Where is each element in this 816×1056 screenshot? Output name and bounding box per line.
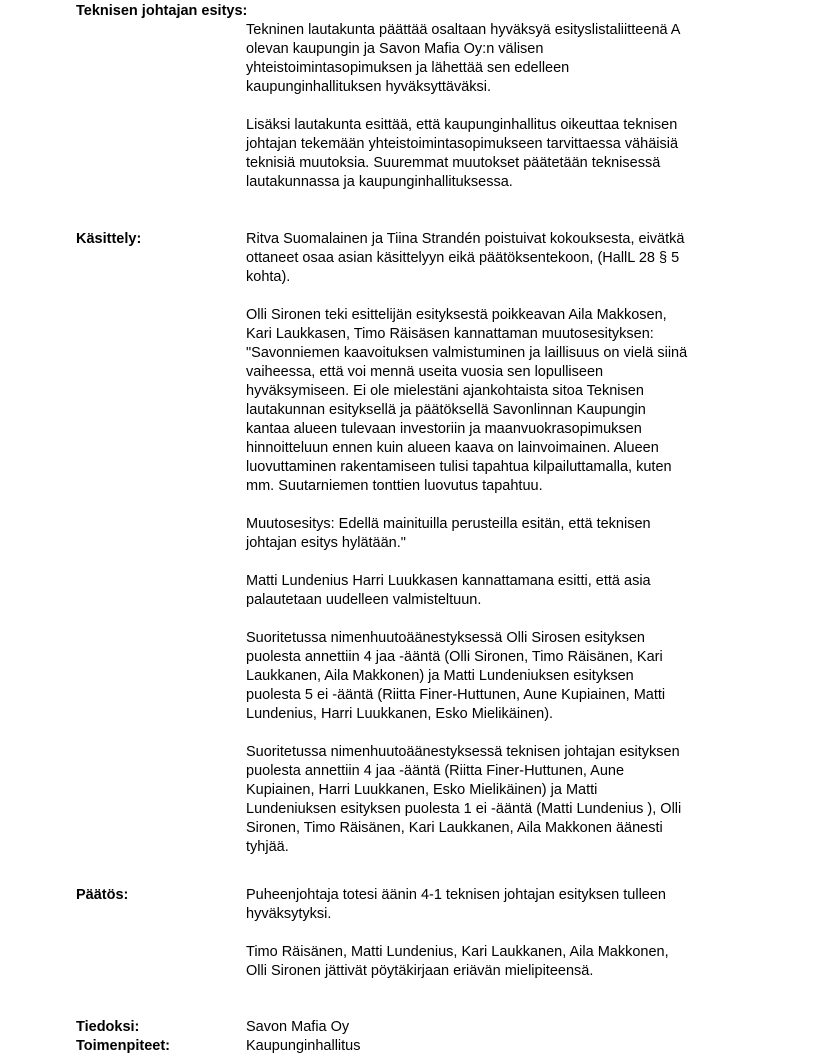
decision-paragraph-1: Puheenjohtaja totesi äänin 4-1 teknisen johtajan esityksen tulleen hyväksytyksi. bbox=[246, 887, 666, 922]
actions-value: Kaupunginhallitus bbox=[246, 1038, 361, 1054]
proposal-paragraph-2: Lisäksi lautakunta esittää, että kaupunginhallitus oikeuttaa teknisen johtajan tekemään yhteistoimintasopimukseen tarvittaessa vähäisiä teknisiä muutoksia. Suuremmat muutokset päätetään teknisessä lautakunnassa ja kaupunginhallituksessa. bbox=[246, 117, 679, 190]
handling-body bbox=[246, 230, 746, 857]
decision-paragraph-2: Timo Räisänen, Matti Lundenius, Kari Laukkanen, Aila Makkonen, Olli Sironen jättivät pöytäkirjaan eriävän mielipiteensä. bbox=[246, 944, 669, 979]
info-value: Savon Mafia Oy bbox=[246, 1019, 350, 1035]
decision-body bbox=[246, 886, 746, 981]
info-label: Tiedoksi: bbox=[76, 1019, 140, 1035]
handling-paragraph-3: Muutosesitys: Edellä mainituilla perusteilla esitän, että teknisen johtajan esitys hylätään." bbox=[246, 516, 651, 551]
proposal-label: Teknisen johtajan esitys: bbox=[76, 3, 248, 19]
decision-label: Päätös: bbox=[76, 887, 129, 903]
handling-label: Käsittely: bbox=[76, 231, 142, 247]
handling-paragraph-4: Matti Lundenius Harri Luukkasen kannattamana esitti, että asia palautetaan uudelleen valmisteltuun. bbox=[246, 573, 651, 608]
actions-label: Toimenpiteet: bbox=[76, 1038, 170, 1054]
proposal-paragraph-1: Tekninen lautakunta päättää osaltaan hyväksyä esityslistaliitteenä A olevan kaupungin ja Savon Mafia Oy:n välisen yhteistoimintasopimuksen ja lähettää sen edelleen kaupunginhallituksen hyväksyttäväksi. bbox=[246, 22, 681, 95]
handling-paragraph-6: Suoritetussa nimenhuutoäänestyksessä teknisen johtajan esityksen puolesta annettiin 4 jaa -ääntä (Riitta Finer-Huttunen, Aune Kupiainen, Harri Luukkanen, Esko Mielikäinen) ja Matti Lundeniuksen esityksen puolesta 1 ei -ääntä (Matti Lundenius ), Olli Sironen, Timo Räisänen, Kari Laukkanen, Aila Makkonen äänesti tyhjää. bbox=[246, 744, 682, 855]
proposal-body bbox=[246, 21, 746, 192]
handling-paragraph-2: Olli Sironen teki esittelijän esityksestä poikkeavan Aila Makkosen, Kari Laukkasen, Timo Räisäsen kannattaman muutosesityksen: "Savonniemen kaavoituksen valmistuminen ja laillisuus on vielä siinä vaiheessa, että voi mennä useita vuosia sen lopulliseen hyväksymiseen. Ei ole mielestäni ajankohtaista sitoa Teknisen lautakunnan esityksellä ja päätöksellä Savonlinnan Kaupungin kantaa alueen tulevaan investoriin ja maanvuokrasopimuksen hinnoitteluun ennen kuin alueen kaava on lainvoimainen. Alueen luovuttaminen rakentamiseen tulisi tapahtua kilpailuttamalla, kuten mm. Suutarniemen tonttien luovutus tapahtuu. bbox=[246, 307, 688, 494]
handling-paragraph-1: Ritva Suomalainen ja Tiina Strandén poistuivat kokouksesta, eivätkä ottaneet osaa asian käsittelyyn eikä päätöksentekoon, (HallL 28 § 5 kohta). bbox=[246, 231, 685, 285]
handling-paragraph-5: Suoritetussa nimenhuutoäänestyksessä Olli Sirosen esityksen puolesta annettiin 4 jaa -ääntä (Olli Sironen, Timo Räisänen, Kari Laukkanen, Aila Makkonen) ja Matti Lundeniuksen esityksen puolesta 5 ei -ääntä (Riitta Finer-Huttunen, Aune Kupiainen, Matti Lundenius, Harri Luukkanen, Esko Mielikäinen). bbox=[246, 630, 666, 722]
